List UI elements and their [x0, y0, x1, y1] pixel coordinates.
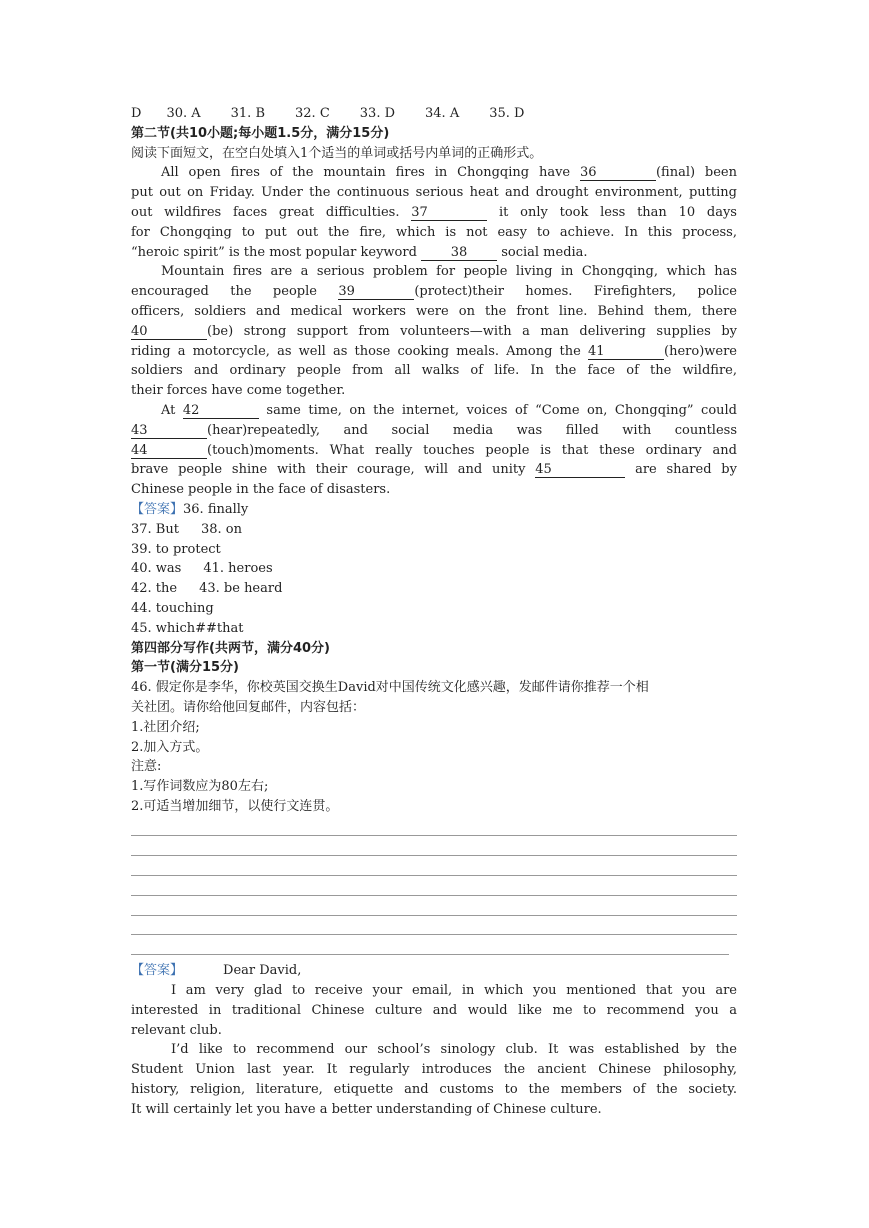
blank-42: 42 [183, 403, 259, 419]
passage-text: out wildfires faces great difficulties. [131, 204, 400, 220]
essay-line: history, religion, literature, etiquette and customs to the members of the society. [131, 1082, 737, 1098]
answer-tag: 【答案】 [131, 501, 184, 517]
passage-line [131, 460, 737, 480]
passage-line [131, 243, 737, 263]
passage-text: (be) strong support from volunteers—with a man delivering supplies by [207, 323, 737, 339]
passage-line: for Chongqing to put out the fire, which is not easy to achieve. In this process, [131, 224, 737, 240]
note-item: 2.可适当增加细节，以使行文连贯。 [131, 798, 339, 814]
document-content [131, 104, 737, 1120]
answer-key-line [131, 579, 737, 599]
essay-line: Student Union last year. It regularly introduces the ancient Chinese philosophy, [131, 1062, 737, 1078]
passage-line: Chinese people in the face of disasters. [131, 482, 391, 498]
blank-38: 38 [421, 245, 497, 261]
passage-text: All open fires of the mountain fires in Chongqing have [161, 165, 571, 181]
essay-line: I am very glad to receive your email, in which you mentioned that you are [171, 983, 737, 999]
question-46-line: 关社团。请你给他回复邮件，内容包括： [131, 699, 366, 715]
blank-40: 40 [131, 324, 207, 340]
blank-36: 36 [580, 165, 656, 181]
passage-text: social media. [501, 244, 588, 260]
passage-text: encouraged the people [131, 284, 317, 300]
section1-heading: 第一节(满分15分) [131, 660, 239, 676]
answer-item: 35. D [489, 106, 525, 121]
passage-text: “heroic spirit” is the most popular keyword [131, 244, 417, 260]
passage-text: (protect)their homes. Firefighters, police [414, 284, 737, 300]
essay-greeting: Dear David, [223, 963, 302, 979]
answer-item: 40. was [131, 561, 182, 577]
passage-line: officers, soldiers and medical workers were on the front line. Behind them, there [131, 303, 737, 319]
answer-item: 30. A [166, 106, 201, 121]
blank-45: 45 [535, 462, 625, 478]
content-point: 1.社团介绍; [131, 719, 200, 735]
answer-key-line [131, 559, 737, 579]
passage-line [131, 203, 737, 223]
blank-43: 43 [131, 423, 207, 439]
note-item: 1.写作词数应为80左右; [131, 779, 269, 795]
passage-text: are shared by [635, 462, 737, 478]
passage-text: (hero)were [664, 343, 737, 359]
question-46-line: 46. 假定你是李华，你校英国交换生David对中国传统文化感兴趣，发邮件请你推荐一个相 [131, 680, 649, 696]
passage-line [131, 282, 737, 302]
answer-item: 37. But [131, 521, 179, 537]
answer-item: 32. C [295, 106, 330, 121]
passage-line: Mountain fires are a serious problem for people living in Chongqing, which has [161, 264, 737, 280]
passage-line: put out on Friday. Under the continuous serious heat and drought environment, putting [131, 185, 737, 201]
answer-item: 31. B [230, 106, 266, 121]
passage-text: (final) been [655, 165, 737, 181]
passage-line [131, 163, 737, 183]
blank-37: 37 [411, 205, 487, 221]
answer-item: 36. finally [183, 501, 249, 517]
writing-line [131, 941, 729, 961]
writing-line [131, 862, 737, 882]
answer-key-line [131, 500, 737, 520]
answer-item: 43. be heard [199, 581, 283, 597]
essay-greeting-line [131, 961, 737, 981]
answer-item: 42. the [131, 581, 178, 597]
essay-line: It will certainly let you have a better understanding of Chinese culture. [131, 1101, 602, 1117]
passage-text: (hear)repeatedly, and social media was filled with countless [207, 422, 737, 438]
essay-line: I’d like to recommend our school’s sinology club. It was established by the [171, 1042, 737, 1058]
answer-tag: 【答案】 [131, 963, 184, 979]
answer-item: 38. on [200, 521, 242, 537]
passage-text: (touch)moments. What really touches people is that these ordinary and [207, 442, 737, 458]
answer-key-line [131, 520, 737, 540]
blank-39: 39 [338, 284, 414, 300]
writing-line [131, 902, 737, 922]
note-label: 注意: [131, 759, 162, 775]
answer-item: 34. A [425, 106, 460, 121]
section2-heading: 第二节(共10小题;每小题1.5分，满分15分) [131, 125, 390, 141]
answer-item: 39. to protect [131, 541, 221, 557]
passage-text: At [161, 402, 176, 418]
passage-text: riding a motorcycle, as well as those cooking meals. Among the [131, 343, 581, 359]
content-point: 2.加入方式。 [131, 739, 209, 755]
writing-line [131, 922, 737, 942]
answers-row [131, 104, 737, 124]
passage-line: their forces have come together. [131, 383, 346, 399]
passage-line: soldiers and ordinary people from all walks of life. In the face of the wildfire, [131, 363, 737, 379]
answer-item: 44. touching [131, 600, 214, 616]
writing-line [131, 842, 737, 862]
passage-text: it only took less than 10 days [499, 204, 737, 220]
passage-line [131, 441, 737, 461]
writing-area [131, 823, 737, 962]
part4-heading: 第四部分写作(共两节，满分40分) [131, 640, 330, 656]
section2-instruction: 阅读下面短文，在空白处填入1个适当的单词或括号内单词的正确形式。 [131, 145, 543, 161]
answer-key-line [131, 619, 737, 639]
passage-text: brave people shine with their courage, will and unity [131, 462, 526, 478]
passage-text: same time, on the internet, voices of “Come on, Chongqing” could [266, 402, 737, 418]
blank-44: 44 [131, 443, 207, 459]
passage-line [131, 401, 737, 421]
answer-key-line [131, 599, 737, 619]
passage-line [131, 421, 737, 441]
passage-line [131, 322, 737, 342]
answer-item: 41. heroes [203, 561, 273, 577]
writing-line [131, 882, 737, 902]
passage-line [131, 342, 737, 362]
essay-line: interested in traditional Chinese culture and would like me to recommend you a [131, 1002, 737, 1018]
answer-item: 45. which##that [131, 620, 244, 636]
answer-item: D [131, 106, 142, 121]
answer-key-line [131, 540, 737, 560]
essay-line: relevant club. [131, 1022, 222, 1038]
blank-41: 41 [588, 344, 664, 360]
answer-item: 33. D [359, 106, 396, 121]
writing-line [131, 823, 737, 843]
